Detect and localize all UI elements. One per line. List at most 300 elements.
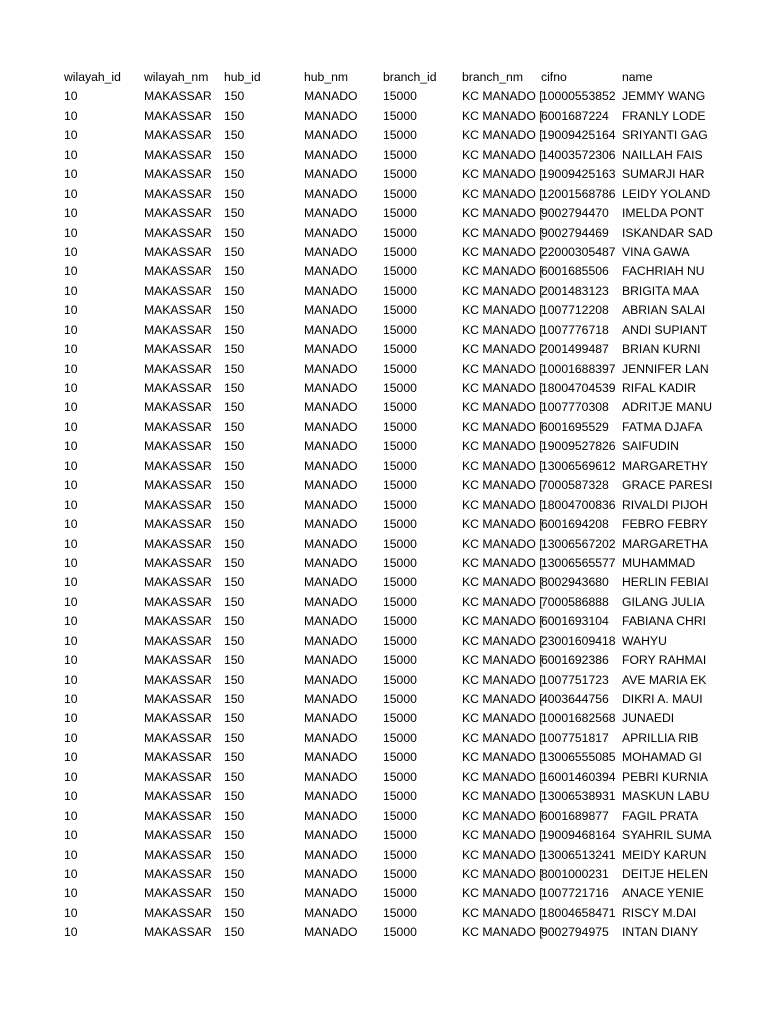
cell-hub-nm: MANADO	[304, 147, 358, 162]
cell-wilayah-id: 10	[64, 614, 78, 629]
cell-branch-id: 15000	[383, 439, 417, 454]
table-row	[64, 457, 708, 476]
cell-wilayah-id: 10	[64, 225, 78, 240]
cell-cifno: 2001483123	[541, 283, 609, 298]
table-row	[64, 593, 704, 612]
cell-wilayah-id: 10	[64, 264, 78, 279]
cell-branch-nm: KC MANADO [	[462, 419, 543, 434]
cell-name: RIFAL KADIR	[622, 381, 697, 395]
cell-wilayah-nm: MAKASSAR	[144, 653, 212, 668]
cell-name: FAGIL PRATA	[622, 808, 699, 823]
table-row	[64, 690, 704, 709]
cell-cifno: 13006567202	[541, 536, 616, 551]
table-row	[64, 612, 704, 631]
cell-branch-nm: KC MANADO [	[462, 264, 543, 279]
table-row	[64, 87, 704, 106]
cell-cifno: 9002794469	[541, 225, 609, 240]
cell-name: MARGARETHY	[622, 458, 708, 473]
cell-name: VINA GAWA	[622, 244, 690, 259]
cell-wilayah-id: 10	[64, 244, 78, 259]
cell-hub-nm: MANADO	[304, 517, 358, 532]
cell-branch-nm: KC MANADO [	[462, 244, 543, 259]
cell-cifno: 10000553852	[541, 89, 616, 104]
cell-hub-nm: MANADO	[304, 419, 358, 434]
table-row	[64, 651, 707, 670]
cell-name: RISCY M.DAI	[622, 905, 697, 920]
cell-wilayah-id: 10	[64, 361, 78, 376]
cell-name: WAHYU	[622, 633, 667, 648]
cell-branch-nm: KC MANADO [	[462, 186, 543, 201]
cell-wilayah-nm: MAKASSAR	[144, 361, 212, 376]
cell-wilayah-nm: MAKASSAR	[144, 342, 212, 357]
cell-name: GILANG JULIA	[622, 594, 705, 609]
cell-wilayah-nm: MAKASSAR	[144, 167, 212, 182]
cell-hub-nm: MANADO	[304, 167, 358, 182]
cell-branch-nm: KC MANADO [	[462, 303, 543, 318]
cell-cifno: 9002794975	[541, 925, 609, 940]
cell-name: JEMMY WANG	[622, 89, 706, 104]
cell-wilayah-id: 10	[64, 439, 78, 454]
cell-name: MARGARETHA	[622, 536, 708, 551]
cell-hub-id: 150	[224, 925, 245, 940]
cell-name: ANDI SUPIANT	[622, 322, 708, 337]
cell-hub-nm: MANADO	[304, 925, 358, 940]
cell-hub-id: 150	[224, 361, 245, 376]
table-row	[64, 709, 704, 728]
header-cell-hub-nm: hub_nm	[304, 70, 349, 84]
table-row	[64, 262, 704, 281]
cell-name: PEBRI KURNIA	[622, 769, 709, 784]
cell-cifno: 13006513241	[541, 847, 616, 862]
cell-branch-id: 15000	[383, 750, 417, 765]
cell-branch-nm: KC MANADO [	[462, 400, 543, 415]
cell-cifno: 7000587328	[541, 478, 609, 493]
cell-hub-id: 150	[224, 419, 245, 434]
table-row	[64, 340, 704, 359]
cell-hub-id: 150	[224, 186, 245, 201]
cell-branch-nm: KC MANADO [	[462, 711, 543, 726]
table-row	[64, 496, 708, 515]
table-row	[64, 360, 709, 379]
cell-branch-nm: KC MANADO [	[462, 925, 543, 940]
cell-hub-nm: MANADO	[304, 750, 358, 765]
cell-hub-nm: MANADO	[304, 594, 358, 609]
cell-hub-nm: MANADO	[304, 730, 358, 745]
cell-wilayah-id: 10	[64, 381, 78, 395]
cell-branch-id: 15000	[383, 206, 417, 221]
cell-wilayah-nm: MAKASSAR	[144, 303, 212, 318]
cell-branch-nm: KC MANADO [	[462, 594, 543, 609]
table-row	[64, 554, 704, 573]
cell-hub-id: 150	[224, 789, 245, 804]
cell-hub-nm: MANADO	[304, 633, 358, 648]
cell-wilayah-id: 10	[64, 555, 78, 570]
cell-hub-nm: MANADO	[304, 692, 358, 706]
cell-branch-nm: KC MANADO [	[462, 808, 543, 823]
cell-name: JENNIFER LAN	[622, 361, 709, 376]
cell-cifno: 13006569612	[541, 458, 616, 473]
cell-branch-nm: KC MANADO [	[462, 497, 543, 512]
cell-branch-nm: KC MANADO [	[462, 633, 543, 648]
cell-hub-nm: MANADO	[304, 886, 358, 901]
cell-wilayah-nm: MAKASSAR	[144, 730, 212, 745]
cell-branch-id: 15000	[383, 536, 417, 551]
cell-branch-nm: KC MANADO [	[462, 361, 543, 376]
table-row	[64, 185, 711, 204]
cell-wilayah-nm: MAKASSAR	[144, 847, 212, 862]
table-row	[64, 768, 709, 787]
cell-wilayah-nm: MAKASSAR	[144, 128, 212, 143]
cell-wilayah-id: 10	[64, 303, 78, 318]
cell-name: INTAN DIANY	[622, 925, 699, 940]
cell-hub-nm: MANADO	[304, 244, 358, 259]
cell-hub-id: 150	[224, 303, 245, 318]
cell-name: HERLIN FEBIAI	[622, 575, 709, 590]
cell-branch-id: 15000	[383, 517, 417, 532]
cell-hub-id: 150	[224, 381, 245, 395]
cell-branch-nm: KC MANADO [	[462, 730, 543, 745]
cell-name: DEITJE HELEN	[622, 866, 709, 881]
header-cell-branch-nm: branch_nm	[462, 70, 523, 84]
cell-wilayah-id: 10	[64, 633, 78, 648]
cell-wilayah-id: 10	[64, 128, 78, 143]
cell-branch-id: 15000	[383, 497, 417, 512]
cell-branch-nm: KC MANADO [	[462, 342, 543, 357]
table-row	[64, 321, 708, 340]
cell-name: FEBRO FEBRY	[622, 517, 708, 532]
table-row	[64, 107, 704, 126]
cell-hub-nm: MANADO	[304, 847, 358, 862]
cell-hub-nm: MANADO	[304, 497, 358, 512]
cell-hub-nm: MANADO	[304, 283, 358, 298]
cell-branch-nm: KC MANADO [	[462, 886, 543, 901]
cell-hub-id: 150	[224, 322, 245, 337]
cell-wilayah-id: 10	[64, 89, 78, 104]
cell-cifno: 6001689877	[541, 808, 609, 823]
table-row	[64, 671, 707, 690]
cell-branch-nm: KC MANADO [	[462, 108, 543, 123]
cell-wilayah-nm: MAKASSAR	[144, 769, 212, 784]
cell-branch-id: 15000	[383, 886, 417, 901]
cell-branch-id: 15000	[383, 711, 417, 726]
cell-branch-id: 15000	[383, 730, 417, 745]
cell-wilayah-nm: MAKASSAR	[144, 244, 212, 259]
cell-wilayah-nm: MAKASSAR	[144, 633, 212, 648]
cell-wilayah-nm: MAKASSAR	[144, 672, 212, 687]
cell-hub-id: 150	[224, 886, 245, 901]
cell-wilayah-id: 10	[64, 847, 78, 862]
cell-hub-id: 150	[224, 594, 245, 609]
cell-hub-nm: MANADO	[304, 769, 358, 784]
table-row	[64, 535, 708, 554]
cell-hub-nm: MANADO	[304, 303, 358, 318]
cell-branch-id: 15000	[383, 186, 417, 201]
cell-branch-id: 15000	[383, 342, 417, 357]
header-cell-name: name	[622, 70, 653, 84]
table-row	[64, 379, 704, 398]
cell-hub-nm: MANADO	[304, 186, 358, 201]
cell-wilayah-id: 10	[64, 672, 78, 687]
table-row	[64, 884, 704, 903]
cell-wilayah-id: 10	[64, 342, 78, 357]
cell-cifno: 1007776718	[541, 322, 609, 337]
cell-branch-nm: KC MANADO [	[462, 381, 543, 395]
cell-name: FACHRIAH NU	[622, 264, 705, 279]
cell-hub-nm: MANADO	[304, 478, 358, 493]
cell-cifno: 13006538931	[541, 789, 616, 804]
cell-hub-nm: MANADO	[304, 108, 358, 123]
cell-branch-id: 15000	[383, 322, 417, 337]
cell-hub-id: 150	[224, 128, 245, 143]
cell-branch-id: 15000	[383, 594, 417, 609]
table-row	[64, 904, 704, 923]
cell-cifno: 1007770308	[541, 400, 609, 415]
cell-branch-nm: KC MANADO [	[462, 866, 543, 881]
cell-wilayah-id: 10	[64, 769, 78, 784]
cell-branch-nm: KC MANADO [	[462, 283, 543, 298]
table-row	[64, 165, 704, 184]
cell-wilayah-nm: MAKASSAR	[144, 692, 212, 706]
table-row	[64, 282, 704, 301]
cell-branch-nm: KC MANADO [	[462, 692, 543, 706]
cell-hub-nm: MANADO	[304, 342, 358, 357]
cell-wilayah-nm: MAKASSAR	[144, 186, 212, 201]
cell-wilayah-nm: MAKASSAR	[144, 711, 212, 726]
cell-wilayah-nm: MAKASSAR	[144, 283, 212, 298]
cell-hub-id: 150	[224, 342, 245, 357]
cell-name: RIVALDI PIJOH	[622, 497, 708, 512]
cell-name: MEIDY KARUN	[622, 847, 707, 862]
cell-hub-id: 150	[224, 555, 245, 570]
table-row	[64, 826, 712, 845]
cell-cifno: 1007712208	[541, 303, 609, 318]
cell-wilayah-nm: MAKASSAR	[144, 575, 212, 590]
cell-hub-id: 150	[224, 633, 245, 648]
cell-cifno: 1007751817	[541, 730, 609, 745]
cell-wilayah-nm: MAKASSAR	[144, 886, 212, 901]
cell-name: DIKRI A. MAUI	[622, 692, 703, 706]
cell-cifno: 10001688397	[541, 361, 616, 376]
table-row	[64, 224, 713, 243]
cell-cifno: 6001695529	[541, 419, 609, 434]
cell-branch-nm: KC MANADO [	[462, 905, 543, 920]
cell-name: ABRIAN SALAI	[622, 303, 706, 318]
cell-hub-id: 150	[224, 905, 245, 920]
cell-branch-nm: KC MANADO [	[462, 147, 543, 162]
cell-hub-id: 150	[224, 439, 245, 454]
cell-wilayah-nm: MAKASSAR	[144, 147, 212, 162]
cell-hub-id: 150	[224, 866, 245, 881]
cell-cifno: 6001694208	[541, 517, 609, 532]
cell-branch-nm: KC MANADO [	[462, 555, 543, 570]
table-row	[64, 865, 709, 884]
cell-wilayah-nm: MAKASSAR	[144, 517, 212, 532]
header-cell-cifno: cifno	[541, 70, 567, 84]
cell-name: JUNAEDI	[622, 711, 675, 726]
cell-hub-id: 150	[224, 730, 245, 745]
cell-hub-nm: MANADO	[304, 439, 358, 454]
cell-wilayah-nm: MAKASSAR	[144, 89, 212, 104]
cell-hub-id: 150	[224, 711, 245, 726]
cell-branch-nm: KC MANADO [	[462, 672, 543, 687]
cell-branch-id: 15000	[383, 925, 417, 940]
cell-wilayah-id: 10	[64, 147, 78, 162]
cell-hub-nm: MANADO	[304, 264, 358, 279]
cell-wilayah-id: 10	[64, 692, 78, 706]
cell-wilayah-nm: MAKASSAR	[144, 400, 212, 415]
cell-hub-id: 150	[224, 750, 245, 765]
cell-branch-id: 15000	[383, 108, 417, 123]
cell-name: ANACE YENIE	[622, 886, 704, 901]
cell-hub-id: 150	[224, 828, 245, 843]
cell-cifno: 18004704539	[541, 381, 616, 395]
cell-wilayah-nm: MAKASSAR	[144, 536, 212, 551]
cell-hub-id: 150	[224, 458, 245, 473]
cell-wilayah-nm: MAKASSAR	[144, 594, 212, 609]
cell-hub-nm: MANADO	[304, 536, 358, 551]
cell-hub-nm: MANADO	[304, 322, 358, 337]
cell-hub-nm: MANADO	[304, 458, 358, 473]
table-row	[64, 787, 710, 806]
cell-branch-nm: KC MANADO [	[462, 322, 543, 337]
cell-name: FATMA DJAFA	[622, 419, 703, 434]
cell-hub-id: 150	[224, 244, 245, 259]
table-row	[64, 729, 704, 748]
cell-branch-id: 15000	[383, 400, 417, 415]
cell-hub-nm: MANADO	[304, 381, 358, 395]
cell-hub-nm: MANADO	[304, 828, 358, 843]
cell-cifno: 23001609418	[541, 633, 616, 648]
cell-branch-id: 15000	[383, 303, 417, 318]
cell-hub-id: 150	[224, 672, 245, 687]
cell-hub-id: 150	[224, 692, 245, 706]
cell-wilayah-nm: MAKASSAR	[144, 458, 212, 473]
table-row	[64, 243, 704, 262]
cell-cifno: 12001568786	[541, 186, 616, 201]
cell-name: MOHAMAD GI	[622, 750, 702, 765]
cell-hub-nm: MANADO	[304, 808, 358, 823]
cell-hub-id: 150	[224, 847, 245, 862]
cell-hub-nm: MANADO	[304, 225, 358, 240]
table-row	[64, 515, 708, 534]
cell-hub-id: 150	[224, 653, 245, 668]
cell-branch-id: 15000	[383, 614, 417, 629]
cell-wilayah-id: 10	[64, 167, 78, 182]
cell-branch-id: 15000	[383, 808, 417, 823]
cell-hub-nm: MANADO	[304, 575, 358, 590]
cell-wilayah-nm: MAKASSAR	[144, 614, 212, 629]
cell-branch-nm: KC MANADO [	[462, 789, 543, 804]
cell-name: MUHAMMAD	[622, 555, 696, 570]
cell-branch-nm: KC MANADO [	[462, 517, 543, 532]
cell-name: BRIGITA MAA	[622, 283, 699, 298]
cell-branch-id: 15000	[383, 244, 417, 259]
cell-wilayah-nm: MAKASSAR	[144, 808, 212, 823]
cell-branch-id: 15000	[383, 264, 417, 279]
cell-name: ISKANDAR SAD	[622, 225, 713, 240]
cell-cifno: 4003644756	[541, 692, 609, 706]
cell-branch-id: 15000	[383, 458, 417, 473]
cell-hub-nm: MANADO	[304, 789, 358, 804]
cell-name: BRIAN KURNI	[622, 342, 701, 357]
cell-wilayah-id: 10	[64, 419, 78, 434]
cell-cifno: 18004700836	[541, 497, 616, 512]
cell-name: SUMARJI HAR	[622, 167, 705, 182]
cell-cifno: 14003572306	[541, 147, 616, 162]
cell-hub-id: 150	[224, 614, 245, 629]
cell-wilayah-id: 10	[64, 711, 78, 726]
cell-cifno: 19009425163	[541, 167, 616, 182]
cell-name: FRANLY LODE	[622, 108, 706, 123]
cell-cifno: 19009468164	[541, 828, 616, 843]
header-cell-branch-id: branch_id	[383, 70, 437, 84]
cell-wilayah-id: 10	[64, 808, 78, 823]
cell-cifno: 6001692386	[541, 653, 609, 668]
cell-branch-nm: KC MANADO [	[462, 89, 543, 104]
cell-name: SYAHRIL SUMA	[622, 828, 712, 843]
cell-branch-id: 15000	[383, 769, 417, 784]
cell-cifno: 8001000231	[541, 866, 609, 881]
cell-cifno: 8002943680	[541, 575, 609, 590]
cell-branch-id: 15000	[383, 633, 417, 648]
cell-wilayah-id: 10	[64, 283, 78, 298]
cell-hub-nm: MANADO	[304, 905, 358, 920]
cell-branch-id: 15000	[383, 672, 417, 687]
cell-wilayah-id: 10	[64, 730, 78, 745]
cell-wilayah-nm: MAKASSAR	[144, 419, 212, 434]
cell-cifno: 2001499487	[541, 342, 609, 357]
cell-branch-id: 15000	[383, 789, 417, 804]
table-row	[64, 146, 704, 165]
cell-wilayah-nm: MAKASSAR	[144, 381, 212, 395]
cell-hub-id: 150	[224, 536, 245, 551]
cell-branch-id: 15000	[383, 847, 417, 862]
cell-cifno: 1007751723	[541, 672, 609, 687]
table-row	[64, 807, 704, 826]
cell-branch-nm: KC MANADO [	[462, 575, 543, 590]
cell-name: FORY RAHMAI	[622, 653, 707, 668]
table-row	[64, 126, 708, 145]
cell-hub-id: 150	[224, 225, 245, 240]
cell-branch-id: 15000	[383, 167, 417, 182]
cell-hub-nm: MANADO	[304, 653, 358, 668]
cell-name: GRACE PARESI	[622, 478, 713, 493]
cell-hub-id: 150	[224, 264, 245, 279]
cell-branch-id: 15000	[383, 283, 417, 298]
cell-wilayah-id: 10	[64, 886, 78, 901]
cell-name: APRILLIA RIB	[622, 730, 699, 745]
cell-branch-id: 15000	[383, 828, 417, 843]
table-body	[64, 87, 713, 942]
cell-hub-id: 150	[224, 206, 245, 221]
cell-branch-nm: KC MANADO [	[462, 828, 543, 843]
cell-branch-nm: KC MANADO [	[462, 439, 543, 454]
cell-hub-nm: MANADO	[304, 672, 358, 687]
cell-branch-nm: KC MANADO [	[462, 128, 543, 143]
cell-wilayah-nm: MAKASSAR	[144, 225, 212, 240]
cell-name: LEIDY YOLAND	[622, 186, 711, 201]
table-row	[64, 632, 704, 651]
cell-wilayah-id: 10	[64, 536, 78, 551]
cell-hub-nm: MANADO	[304, 89, 358, 104]
cell-name: SAIFUDIN	[622, 439, 679, 454]
cell-wilayah-id: 10	[64, 206, 78, 221]
cell-name: MASKUN LABU	[622, 789, 710, 804]
cell-name: SRIYANTI GAG	[622, 128, 708, 143]
cell-wilayah-id: 10	[64, 478, 78, 493]
cell-cifno: 6001693104	[541, 614, 609, 629]
cell-hub-nm: MANADO	[304, 128, 358, 143]
